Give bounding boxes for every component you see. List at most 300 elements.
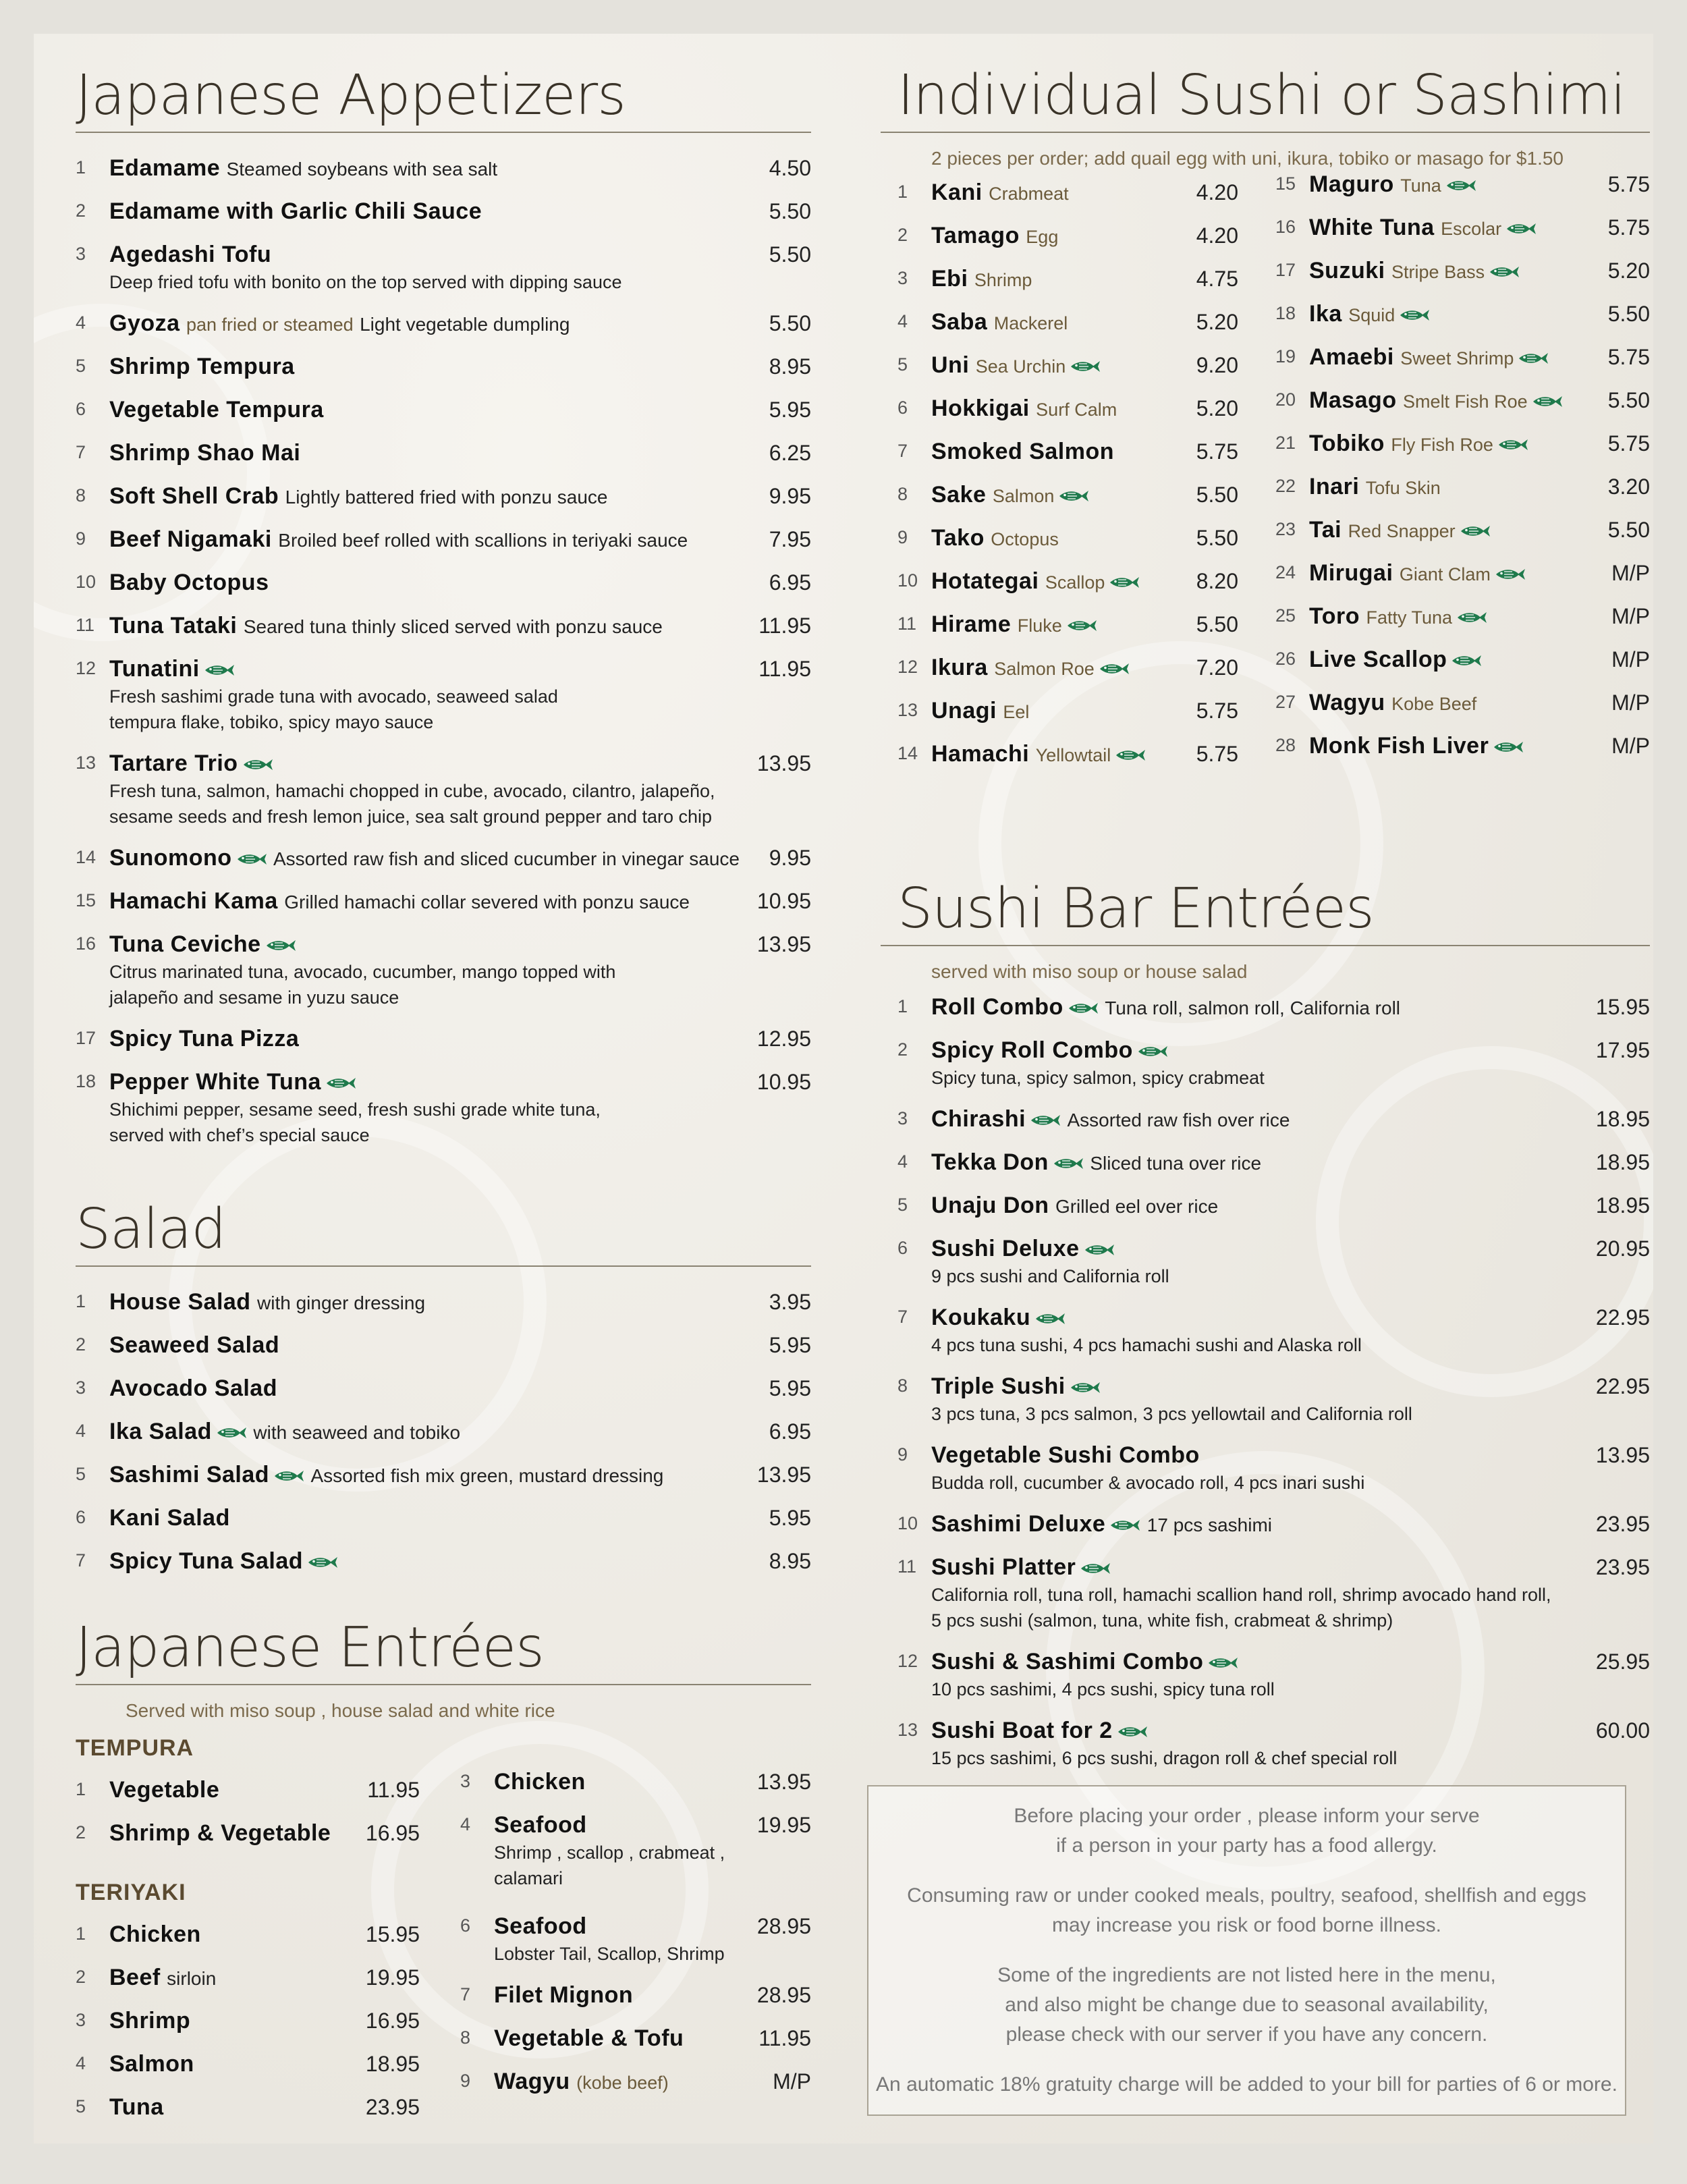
menu-item bbox=[76, 843, 811, 886]
menu-item bbox=[76, 1330, 811, 1373]
item-body bbox=[931, 1104, 1596, 1135]
tempura-label: TEMPURA bbox=[76, 1735, 194, 1762]
menu-item bbox=[76, 1024, 811, 1067]
item-subtitle: Fly Fish Roe bbox=[1391, 435, 1493, 456]
item-subtitle: Octopus bbox=[991, 529, 1059, 550]
item-body bbox=[931, 1716, 1596, 1771]
appetizers-section bbox=[76, 64, 811, 1162]
item-number: 20 bbox=[1275, 389, 1296, 410]
fish-icon bbox=[1084, 1243, 1115, 1257]
sushi-list-right bbox=[1275, 169, 1650, 774]
item-number: 13 bbox=[897, 1720, 918, 1741]
item-body bbox=[931, 1509, 1596, 1540]
item-price: 15.95 bbox=[365, 1922, 420, 1947]
item-subtitle: Scallop bbox=[1045, 572, 1105, 593]
item-number: 1 bbox=[897, 182, 908, 202]
menu-item bbox=[1275, 256, 1650, 299]
item-name: Filet Mignon bbox=[494, 1982, 634, 2009]
menu-item bbox=[897, 609, 1238, 653]
item-number: 9 bbox=[460, 2071, 471, 2092]
menu-item bbox=[897, 1104, 1650, 1147]
item-name: Spicy Roll Combo bbox=[931, 1037, 1133, 1064]
item-subtitle: Surf Calm bbox=[1036, 400, 1117, 420]
item-price: 7.20 bbox=[1196, 655, 1238, 680]
item-name: Edamame with Garlic Chili Sauce bbox=[109, 198, 482, 225]
item-body bbox=[931, 696, 1196, 727]
item-body bbox=[931, 221, 1196, 252]
item-number: 2 bbox=[76, 1967, 86, 1988]
menu-item bbox=[897, 350, 1238, 393]
item-body bbox=[109, 240, 769, 295]
item-name: Tobiko bbox=[1309, 431, 1385, 457]
item-name: Unagi bbox=[931, 698, 997, 724]
item-name: Tako bbox=[931, 525, 985, 551]
allergy-notice bbox=[867, 1785, 1626, 2116]
item-number: 17 bbox=[76, 1028, 96, 1049]
item-detail: jalapeño and sesame in yuzu sauce bbox=[109, 987, 399, 1008]
item-body bbox=[931, 1147, 1596, 1178]
item-name: Pepper White Tuna bbox=[109, 1069, 321, 1095]
item-price: 5.50 bbox=[1607, 518, 1650, 543]
item-body bbox=[931, 350, 1196, 381]
item-price: M/P bbox=[1611, 647, 1650, 672]
item-number: 7 bbox=[897, 441, 908, 462]
item-price: M/P bbox=[773, 2069, 811, 2094]
item-description: Tuna roll, salmon roll, California roll bbox=[1105, 998, 1401, 1019]
item-body bbox=[494, 1767, 757, 1797]
item-description: Broiled beef rolled with scallions in teriyaki sauce bbox=[278, 530, 688, 551]
item-description: with ginger dressing bbox=[257, 1292, 426, 1314]
item-number: 11 bbox=[76, 615, 95, 636]
item-body bbox=[931, 480, 1196, 511]
item-description: 17 pcs sashimi bbox=[1146, 1514, 1272, 1536]
item-price: M/P bbox=[1611, 690, 1650, 715]
item-name: Beef Nigamaki bbox=[109, 526, 272, 553]
item-number: 27 bbox=[1275, 692, 1296, 713]
fish-icon bbox=[242, 757, 273, 772]
item-price: 7.95 bbox=[769, 527, 811, 552]
fish-icon bbox=[1493, 740, 1524, 755]
item-body bbox=[931, 393, 1196, 425]
item-name: Hotategai bbox=[931, 568, 1039, 595]
menu-item bbox=[897, 1647, 1650, 1716]
item-name: Chirashi bbox=[931, 1106, 1026, 1132]
item-number: 15 bbox=[1275, 173, 1296, 194]
item-number: 9 bbox=[897, 1444, 908, 1465]
item-body bbox=[109, 2006, 366, 2036]
menu-item bbox=[897, 1147, 1650, 1191]
item-name: Koukaku bbox=[931, 1305, 1031, 1331]
item-price: 5.50 bbox=[769, 199, 811, 224]
menu-item bbox=[897, 523, 1238, 566]
item-body bbox=[109, 654, 758, 735]
item-number: 6 bbox=[76, 1507, 86, 1528]
item-name: Roll Combo bbox=[931, 994, 1063, 1020]
section-title: Salad bbox=[76, 1198, 811, 1267]
item-price: 13.95 bbox=[756, 932, 811, 957]
item-price: 5.50 bbox=[1196, 526, 1238, 551]
item-number: 7 bbox=[460, 1984, 471, 2005]
menu-item bbox=[897, 739, 1238, 782]
item-body bbox=[931, 1371, 1596, 1427]
item-number: 4 bbox=[76, 2053, 86, 2074]
menu-item bbox=[897, 480, 1238, 523]
item-price: 6.25 bbox=[769, 441, 811, 466]
menu-item bbox=[897, 992, 1650, 1035]
item-body bbox=[109, 196, 769, 226]
item-number: 16 bbox=[76, 933, 96, 954]
fish-icon bbox=[1115, 748, 1146, 763]
fish-icon bbox=[1460, 524, 1491, 539]
item-subtitle: Stripe Bass bbox=[1391, 262, 1485, 283]
menu-item bbox=[897, 1035, 1650, 1104]
item-price: 10.95 bbox=[756, 889, 811, 914]
item-name: Smoked Salmon bbox=[931, 439, 1115, 465]
item-detail: served with chef’s special sauce bbox=[109, 1125, 370, 1146]
item-price: 11.95 bbox=[758, 657, 811, 682]
menu-item bbox=[76, 153, 811, 196]
item-number: 25 bbox=[1275, 605, 1296, 626]
item-subtitle: Egg bbox=[1026, 227, 1059, 248]
item-name: Sashimi Deluxe bbox=[931, 1511, 1106, 1537]
item-body bbox=[1309, 688, 1611, 719]
item-price: 19.95 bbox=[365, 1965, 420, 1990]
item-body bbox=[931, 1440, 1596, 1496]
item-name: Soft Shell Crab bbox=[109, 483, 279, 510]
item-body bbox=[931, 264, 1196, 295]
teriyaki-list-left bbox=[76, 1919, 420, 2135]
menu-item bbox=[460, 1767, 811, 1810]
item-body bbox=[109, 1373, 769, 1403]
item-subtitle: Squid bbox=[1348, 305, 1395, 326]
item-number: 7 bbox=[76, 1550, 86, 1571]
fish-icon bbox=[1109, 1518, 1140, 1533]
item-number: 16 bbox=[1275, 217, 1296, 238]
item-name: Shrimp Tempura bbox=[109, 354, 295, 380]
item-number: 6 bbox=[897, 398, 908, 418]
item-name: Salmon bbox=[109, 2051, 194, 2077]
item-price: 5.75 bbox=[1607, 215, 1650, 240]
item-body bbox=[1309, 385, 1608, 416]
item-name: Shrimp Shao Mai bbox=[109, 440, 301, 466]
menu-item bbox=[1275, 558, 1650, 601]
menu-item bbox=[76, 1919, 420, 1963]
item-name: Tuna Tataki bbox=[109, 613, 238, 639]
section-title: Sushi Bar Entrées bbox=[881, 877, 1650, 946]
menu-item bbox=[897, 307, 1238, 350]
item-name: Amaebi bbox=[1309, 344, 1394, 371]
menu-item bbox=[1275, 472, 1650, 515]
item-number: 5 bbox=[76, 1464, 86, 1485]
item-body bbox=[1309, 472, 1608, 503]
item-name: Toro bbox=[1309, 603, 1360, 630]
item-name: Edamame bbox=[109, 155, 221, 182]
item-price: 9.95 bbox=[769, 846, 811, 871]
item-body bbox=[931, 1191, 1596, 1222]
item-price: 5.75 bbox=[1607, 431, 1650, 456]
item-name: Unaju Don bbox=[931, 1193, 1049, 1219]
item-number: 12 bbox=[897, 657, 918, 678]
fish-icon bbox=[1109, 575, 1140, 590]
section-title: Individual Sushi or Sashimi bbox=[881, 64, 1650, 133]
item-body bbox=[109, 395, 769, 425]
item-subtitle: Sea Urchin bbox=[975, 356, 1066, 377]
item-number: 11 bbox=[897, 1556, 917, 1577]
item-price: 4.20 bbox=[1196, 180, 1238, 205]
item-name: Sushi Platter bbox=[931, 1554, 1076, 1581]
item-number: 6 bbox=[897, 1238, 908, 1259]
item-body bbox=[931, 1647, 1596, 1702]
item-price: 18.95 bbox=[1595, 1193, 1650, 1218]
item-subtitle: Fluke bbox=[1017, 616, 1062, 636]
item-price: 4.50 bbox=[769, 156, 811, 181]
menu-page bbox=[34, 34, 1653, 2144]
menu-item bbox=[460, 1810, 811, 1889]
item-name: Kani Salad bbox=[109, 1505, 230, 1531]
item-body bbox=[109, 352, 769, 381]
menu-item bbox=[76, 2092, 420, 2135]
item-name: Vegetable & Tofu bbox=[494, 2025, 684, 2052]
item-detail: Lobster Tail, Scallop, Shrimp bbox=[494, 1944, 725, 1965]
item-body bbox=[109, 2092, 366, 2122]
fish-icon bbox=[307, 1555, 338, 1570]
bar-entrees-list bbox=[897, 992, 1650, 1784]
teriyaki-list-right bbox=[460, 1911, 811, 2110]
fish-icon bbox=[1080, 1561, 1111, 1576]
menu-item bbox=[897, 1440, 1650, 1509]
item-price: 20.95 bbox=[1595, 1236, 1650, 1261]
item-price: 13.95 bbox=[756, 1463, 811, 1487]
menu-item bbox=[76, 1067, 811, 1162]
menu-item bbox=[897, 1509, 1650, 1552]
item-name: Vegetable Sushi Combo bbox=[931, 1442, 1200, 1469]
item-body bbox=[931, 992, 1596, 1023]
menu-item bbox=[897, 1191, 1650, 1234]
fish-icon bbox=[265, 938, 296, 953]
fish-icon bbox=[1137, 1044, 1168, 1059]
item-name: Maguro bbox=[1309, 171, 1394, 198]
item-price: 5.50 bbox=[769, 242, 811, 267]
item-number: 5 bbox=[76, 356, 86, 377]
item-body bbox=[109, 481, 769, 512]
item-name: Sake bbox=[931, 482, 987, 508]
fish-icon bbox=[1399, 308, 1430, 323]
item-number: 9 bbox=[897, 527, 908, 548]
item-detail: Deep fried tofu with bonito on the top served with dipping sauce bbox=[109, 272, 622, 293]
item-subtitle: Tuna bbox=[1400, 175, 1441, 196]
item-number: 10 bbox=[897, 1513, 918, 1534]
item-price: 19.95 bbox=[756, 1813, 811, 1838]
item-name: Ebi bbox=[931, 266, 968, 292]
item-subtitle: Kobe Beef bbox=[1391, 694, 1477, 715]
item-body bbox=[109, 153, 769, 184]
item-price: 5.50 bbox=[1607, 388, 1650, 413]
menu-item bbox=[76, 886, 811, 929]
menu-item bbox=[76, 524, 811, 568]
item-body bbox=[931, 609, 1196, 640]
sushi-list-left bbox=[897, 178, 1238, 782]
menu-item bbox=[1275, 429, 1650, 472]
item-number: 4 bbox=[897, 311, 908, 332]
item-price: 8.95 bbox=[769, 354, 811, 379]
item-detail: Spicy tuna, spicy salmon, spicy crabmeat bbox=[931, 1068, 1265, 1089]
item-name: Sushi Boat for 2 bbox=[931, 1718, 1113, 1744]
bar-entrees-note: served with miso soup or house salad bbox=[931, 961, 1248, 983]
fish-icon bbox=[1030, 1113, 1061, 1128]
item-number: 1 bbox=[76, 1291, 86, 1312]
item-body bbox=[931, 653, 1196, 684]
item-price: 13.95 bbox=[756, 1770, 811, 1795]
fish-icon bbox=[204, 663, 235, 678]
menu-item bbox=[76, 748, 811, 843]
item-number: 3 bbox=[76, 2010, 86, 2031]
item-name: Tai bbox=[1309, 517, 1342, 543]
item-number: 7 bbox=[76, 442, 86, 463]
item-price: 3.95 bbox=[769, 1290, 811, 1315]
sushi-section bbox=[881, 64, 1650, 777]
item-number: 21 bbox=[1275, 433, 1296, 454]
item-subtitle: Smelt Fish Roe bbox=[1403, 391, 1528, 412]
item-number: 3 bbox=[76, 244, 86, 265]
item-body bbox=[494, 1911, 757, 1967]
appetizer-list bbox=[76, 153, 811, 1162]
item-price: 4.20 bbox=[1196, 223, 1238, 248]
item-name: Hamachi Kama bbox=[109, 888, 278, 914]
item-detail: 15 pcs sashimi, 6 pcs sushi, dragon roll & chef special roll bbox=[931, 1748, 1398, 1769]
item-number: 3 bbox=[897, 1108, 908, 1129]
item-name: Uni bbox=[931, 352, 970, 379]
item-price: 5.20 bbox=[1196, 396, 1238, 421]
item-subtitle: Eel bbox=[1003, 702, 1030, 723]
entrees-section bbox=[76, 1616, 811, 2135]
item-number: 2 bbox=[76, 1334, 86, 1355]
item-name: Shrimp & Vegetable bbox=[109, 1820, 331, 1847]
item-body bbox=[109, 1546, 769, 1576]
item-price: 8.95 bbox=[769, 1549, 811, 1574]
item-price: 5.95 bbox=[769, 1506, 811, 1531]
item-number: 6 bbox=[76, 399, 86, 420]
menu-item bbox=[897, 1303, 1650, 1371]
item-body bbox=[109, 1287, 769, 1318]
item-price: 17.95 bbox=[1595, 1038, 1650, 1063]
menu-item bbox=[76, 1417, 811, 1460]
fish-icon bbox=[1207, 1656, 1238, 1670]
menu-item bbox=[1275, 299, 1650, 342]
item-price: 22.95 bbox=[1595, 1374, 1650, 1399]
fish-icon bbox=[1495, 567, 1526, 582]
item-number: 4 bbox=[76, 312, 86, 333]
item-name: Tartare Trio bbox=[109, 750, 238, 777]
item-name: Avocado Salad bbox=[109, 1375, 277, 1402]
item-detail: Shichimi pepper, sesame seed, fresh sushi grade white tuna, bbox=[109, 1099, 601, 1120]
item-number: 12 bbox=[897, 1651, 918, 1672]
menu-item bbox=[897, 1716, 1650, 1784]
item-price: 5.75 bbox=[1196, 742, 1238, 767]
menu-item bbox=[897, 1371, 1650, 1440]
item-price: 10.95 bbox=[756, 1070, 811, 1095]
gratuity-notice: An automatic 18% gratuity charge will be added to your bill for parties of 6 or more. bbox=[876, 2073, 1617, 2096]
sushi-lists bbox=[881, 169, 1650, 777]
item-body bbox=[109, 1775, 367, 1805]
item-subtitle: Escolar bbox=[1441, 219, 1502, 240]
item-subtitle: Red Snapper bbox=[1348, 521, 1456, 542]
item-number: 3 bbox=[460, 1771, 471, 1792]
menu-item bbox=[460, 1980, 811, 2023]
item-detail: 10 pcs sashimi, 4 pcs sushi, spicy tuna roll bbox=[931, 1679, 1275, 1700]
item-name: Gyoza bbox=[109, 310, 180, 337]
allergy-paragraph: Before placing your order , please inform your serve if a person in your party has a food allergy. bbox=[1014, 1805, 1480, 1857]
menu-item bbox=[460, 2067, 811, 2110]
item-subtitle: Salmon Roe bbox=[994, 659, 1095, 680]
item-price: 5.50 bbox=[1196, 483, 1238, 508]
item-number: 5 bbox=[897, 354, 908, 375]
fish-icon bbox=[1058, 489, 1089, 503]
item-number: 10 bbox=[897, 570, 918, 591]
menu-item bbox=[897, 653, 1238, 696]
item-price: 11.95 bbox=[758, 2026, 811, 2051]
menu-item bbox=[897, 437, 1238, 480]
item-body bbox=[494, 1810, 757, 1891]
fish-icon bbox=[1451, 653, 1482, 668]
item-name: Wagyu bbox=[494, 2069, 570, 2095]
item-body bbox=[109, 1024, 757, 1054]
menu-item bbox=[76, 395, 811, 438]
fish-icon bbox=[1068, 1001, 1099, 1016]
item-number: 1 bbox=[897, 996, 908, 1017]
fish-icon bbox=[1034, 1311, 1066, 1326]
menu-item bbox=[76, 1818, 420, 1861]
item-price: 9.95 bbox=[769, 484, 811, 509]
fish-icon bbox=[1099, 661, 1130, 676]
item-name: Tunatini bbox=[109, 656, 200, 682]
tempura-list-right bbox=[460, 1767, 811, 1889]
item-body bbox=[931, 1035, 1596, 1091]
menu-item bbox=[76, 1287, 811, 1330]
item-number: 24 bbox=[1275, 562, 1296, 583]
item-body bbox=[109, 1503, 769, 1533]
item-name: Ika bbox=[1309, 301, 1342, 327]
menu-item bbox=[897, 264, 1238, 307]
item-detail: 9 pcs sushi and California roll bbox=[931, 1266, 1169, 1287]
item-name: Chicken bbox=[109, 1921, 201, 1948]
section-title: Japanese Entrées bbox=[76, 1616, 811, 1685]
item-price: 5.95 bbox=[769, 1333, 811, 1358]
item-detail: California roll, tuna roll, hamachi scallion hand roll, shrimp avocado hand roll, bbox=[931, 1585, 1551, 1606]
item-number: 8 bbox=[897, 484, 908, 505]
item-price: 5.75 bbox=[1607, 172, 1650, 197]
menu-item bbox=[76, 929, 811, 1024]
menu-item bbox=[897, 393, 1238, 437]
tempura-group bbox=[76, 1762, 811, 1889]
item-name: Seafood bbox=[494, 1812, 587, 1838]
menu-item bbox=[897, 221, 1238, 264]
item-number: 15 bbox=[76, 890, 96, 911]
item-name: Sushi & Sashimi Combo bbox=[931, 1649, 1204, 1675]
item-body bbox=[109, 438, 769, 468]
item-body bbox=[1309, 558, 1611, 589]
menu-item bbox=[76, 438, 811, 481]
fish-icon bbox=[325, 1076, 356, 1091]
item-subtitle: (kobe beef) bbox=[576, 2073, 669, 2094]
item-body bbox=[931, 566, 1196, 597]
item-price: 5.50 bbox=[1607, 302, 1650, 327]
item-subtitle: Crabmeat bbox=[989, 184, 1069, 204]
item-price: 23.95 bbox=[1595, 1555, 1650, 1580]
item-body bbox=[109, 1330, 769, 1360]
item-price: 23.95 bbox=[365, 2095, 420, 2120]
item-description: Sliced tuna over rice bbox=[1090, 1153, 1262, 1174]
menu-item bbox=[76, 2006, 420, 2049]
